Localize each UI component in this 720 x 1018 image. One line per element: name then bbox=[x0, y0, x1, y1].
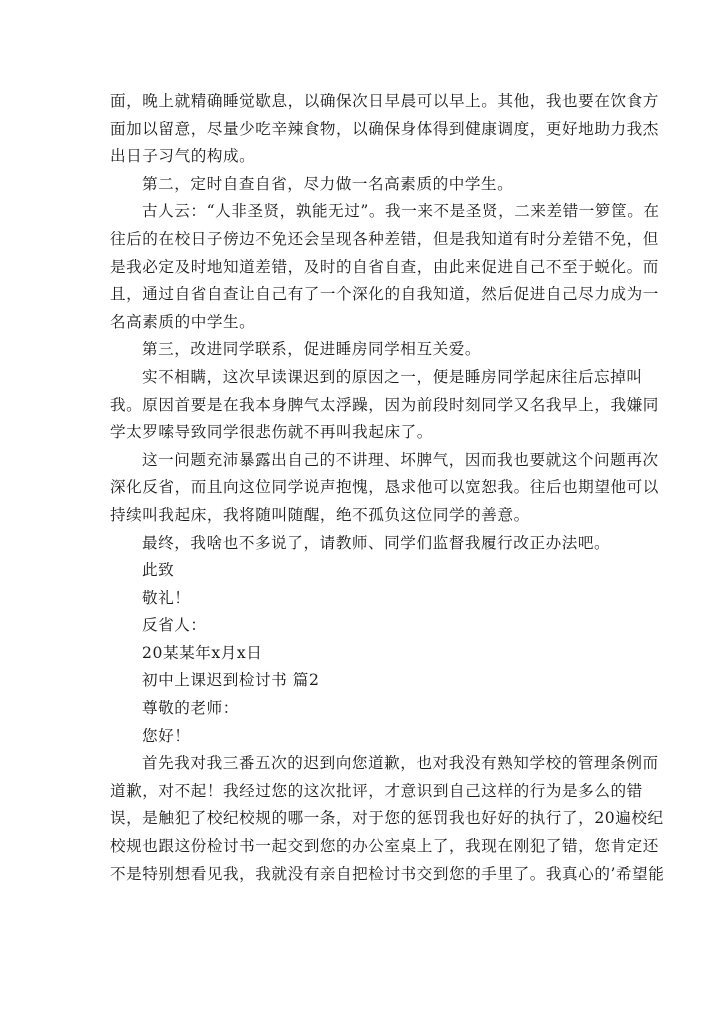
section-heading-third: 第三，改进同学联系，促进睡房同学相互关爱。 bbox=[142, 340, 482, 359]
section-heading-second: 第二，定时自查自省，尽力做一名高素质的中学生。 bbox=[142, 174, 514, 193]
text-line: 我。原因首要是在我本身脾气太浮躁，因为前段时刻同学又名我早上，我嫌同 bbox=[110, 395, 659, 414]
text-line: 古人云：“人非圣贤，孰能无过”。我一来不是圣贤，二来差错一箩筐。在 bbox=[142, 202, 660, 221]
text-line: 面，晚上就精确睡觉歇息，以确保次日早晨可以早上。其他，我也要在饮食方 bbox=[110, 92, 659, 110]
text-line: 往后的在校日子傍边不免还会呈现各种差错，但是我知道有时分差错不免，但 bbox=[110, 229, 659, 248]
signature-label: 反省人： bbox=[142, 616, 207, 635]
text-line: 不是特别想看见我，我就没有亲自把检讨书交到您的手里了。我真心的’希望能 bbox=[110, 864, 665, 883]
text-line: 误，是触犯了校纪校规的哪一条，对于您的惩罚我也好好的执行了，20遍校纪 bbox=[110, 809, 664, 828]
text-line: 名高素质的中学生。 bbox=[110, 312, 256, 331]
text-line: 这一问题充沛暴露出自己的不讲理、坏脾气，因而我也要就这个问题再次 bbox=[142, 450, 659, 469]
text-line: 学太罗嗦导致同学很悲伤就不再叫我起床了。 bbox=[110, 423, 433, 442]
text-line: 实不相瞒，这次早读课迟到的原因之一，便是睡房同学起床往后忘掉叫 bbox=[142, 367, 643, 386]
text-line: 首先我对我三番五次的迟到向您道歉，也对我没有熟知学校的管理条例而 bbox=[142, 754, 659, 773]
document-page bbox=[110, 88, 665, 888]
text-line: 面加以留意，尽量少吃辛辣食物，以确保身体得到健康调度，更好地助力我杰 bbox=[110, 119, 659, 138]
text-line: 持续叫我起床，我将随叫随醒，绝不孤负这位同学的善意。 bbox=[110, 505, 530, 524]
greeting-hello: 您好！ bbox=[142, 726, 191, 745]
text-line: 道歉，对不起！我经过您的这次批评，才意识到自己这样的行为是多么的错 bbox=[110, 781, 643, 800]
text-line: 出日子习气的构成。 bbox=[110, 147, 256, 166]
text-line: 校规也跟这份检讨书一起交到您的办公室桌上了，我现在刚犯了错，您肯定还 bbox=[110, 837, 659, 856]
text-line: 最终，我啥也不多说了，请教师、同学们监督我履行改正办法吧。 bbox=[142, 533, 611, 552]
text-line: 深化反省，而且向这位同学说声抱愧，恳求他可以宽恕我。往后也期望他可以 bbox=[110, 478, 659, 497]
closing-respect: 敬礼！ bbox=[142, 588, 191, 607]
text-line: 且，通过自省自查让自己有了一个深化的自我知道，然后促进自己尽力成为一 bbox=[110, 285, 659, 304]
greeting-recipient: 尊敬的老师： bbox=[142, 699, 239, 718]
date-line: 20某某年x月x日 bbox=[142, 643, 263, 662]
closing-salutation: 此致 bbox=[142, 561, 175, 580]
text-line: 是我必定及时地知道差错，及时的自省自查，由此来促进自己不至于蜕化。而 bbox=[110, 257, 659, 276]
section-title-part2: 初中上课迟到检讨书 篇2 bbox=[142, 671, 320, 690]
